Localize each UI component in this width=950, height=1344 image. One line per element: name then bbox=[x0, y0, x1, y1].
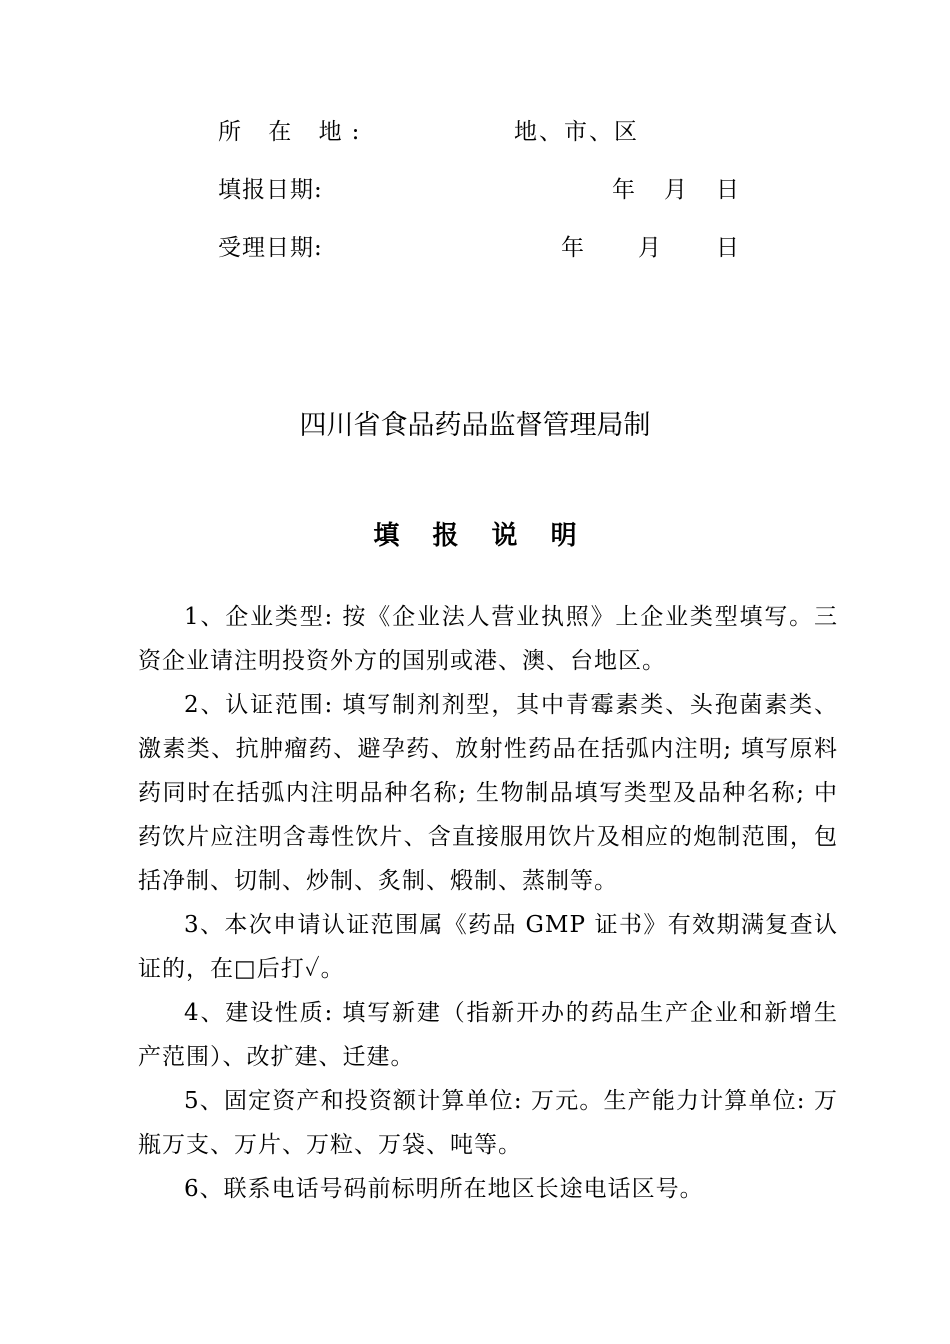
accept-date-label: 受理日期: bbox=[218, 235, 323, 261]
issuer: 四川省食品药品监督管理局制 bbox=[299, 410, 651, 441]
accept-date-day: 日 bbox=[716, 235, 739, 261]
instruction-6: 6、联系电话号码前标明所在地区长途电话区号。 bbox=[184, 1176, 704, 1202]
accept-date-month: 月 bbox=[638, 235, 661, 261]
instruction-4: 4、建设性质: 填写新建（指新开办的药品生产企业和新增生产范围）、改扩建、迁建。 bbox=[138, 1000, 838, 1070]
location-value: 地、市、区 bbox=[514, 119, 639, 145]
fill-date-label: 填报日期: bbox=[218, 177, 323, 203]
instructions bbox=[138, 595, 838, 1211]
fill-date-month: 月 bbox=[664, 177, 687, 203]
instruction-1: 1、企业类型: 按《企业法人营业执照》上企业类型填写。三资企业请注明投资外方的国别或港、澳、台地区。 bbox=[138, 604, 838, 674]
instruction-5: 5、固定资产和投资额计算单位: 万元。生产能力计算单位: 万瓶万支、万片、万粒、万袋、吨等。 bbox=[138, 1088, 838, 1158]
fill-date-year: 年 bbox=[612, 177, 635, 203]
accept-date-year: 年 bbox=[561, 235, 584, 261]
instruction-3: 3、本次申请认证范围属《药品 GMP 证书》有效期满复查认证的，在□后打✓。 bbox=[138, 912, 838, 982]
page-title: 填 报 说 明 bbox=[373, 521, 589, 551]
instruction-2: 2、认证范围: 填写制剂剂型，其中青霉素类、头孢菌素类、激素类、抗肿瘤药、避孕药、放射性药品在括弧内注明; 填写原料药同时在括弧内注明品种名称; 生物制品填写类型及品种名称; 中药饮片应注明含毒性饮片、含直接服用饮片及相应的炮制范围，包括净制、切制、炒制、炙制、煅制、蒸制等。 bbox=[138, 692, 838, 894]
location-label: 所 在 地: bbox=[218, 119, 370, 145]
fill-date-day: 日 bbox=[716, 177, 739, 203]
